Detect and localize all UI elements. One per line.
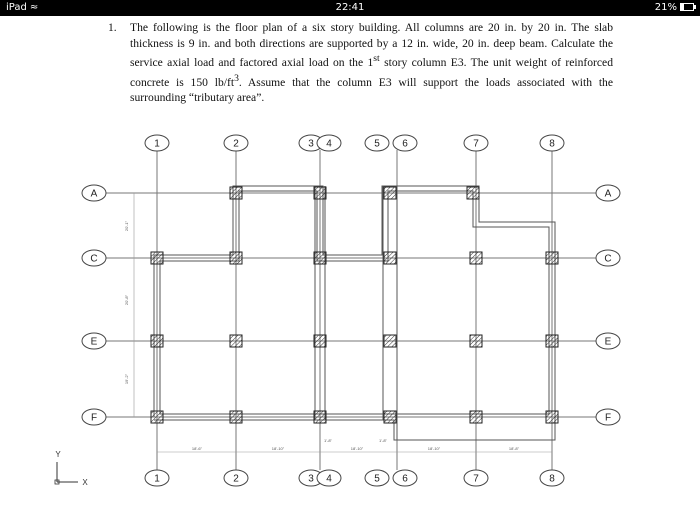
device-name: iPad <box>6 2 27 13</box>
column-10 <box>151 335 163 347</box>
column-12 <box>314 335 326 347</box>
grid-label-2-top: 2 <box>233 138 239 150</box>
grid-label-a-left: A <box>90 188 98 200</box>
dimension-bottom-0: 18'-6" <box>191 446 203 451</box>
column-20 <box>470 411 482 423</box>
column-5 <box>230 252 242 264</box>
dimension-narrow-0: 1'-8" <box>324 438 332 443</box>
problem-text-3: . Assume that the column E3 will support the loads associated with the surrounding “tributary area”. <box>130 75 613 105</box>
axis-y-label: Y <box>55 450 61 459</box>
problem-text-2: story column E3. The unit weight of reinforced concrete is 150 lb/ft <box>130 56 614 89</box>
problem-text-1: The following is the floor plan of a six story building. All columns are 20 in. by 20 in. The slab thickness is 9 in. and both directions are supported by a 12 in. wide, 20 in. deep beam. Calculate the service axial load and factored axial load on the 1 <box>130 21 613 70</box>
column-17 <box>230 411 242 423</box>
column-18 <box>314 411 326 423</box>
problem-sup-2: 3 <box>234 72 239 84</box>
column-21 <box>546 411 558 423</box>
dimension-bottom-2: 18'-10" <box>350 446 364 451</box>
column-7 <box>384 252 396 264</box>
grid-label-6-top: 6 <box>402 138 408 150</box>
column-4 <box>151 252 163 264</box>
grid-label-1-bottom: 1 <box>154 473 160 485</box>
grid-label-6-bottom: 6 <box>402 473 408 485</box>
grid-label-a-right: A <box>604 188 612 200</box>
grid-label-8-top: 8 <box>549 138 555 150</box>
column-15 <box>546 335 558 347</box>
grid-label-c-right: C <box>604 253 612 265</box>
wifi-icon: ≈ <box>29 2 39 13</box>
column-6 <box>314 252 326 264</box>
column-14 <box>470 335 482 347</box>
grid-label-7-top: 7 <box>473 138 479 150</box>
grid-label-e-left: E <box>90 336 98 348</box>
problem-sup-1: st <box>373 53 380 65</box>
column-13 <box>384 335 396 347</box>
grid-label-c-left: C <box>90 253 98 265</box>
status-time: 22:41 <box>335 2 365 13</box>
dimension-bottom-1: 18'-10" <box>271 446 285 451</box>
dimension-left-0: 20'-1" <box>124 220 129 232</box>
grid-label-e-right: E <box>604 336 612 348</box>
column-1 <box>314 187 326 199</box>
battery-percent: 21% <box>654 2 677 13</box>
column-3 <box>467 187 479 199</box>
grid-label-4-bottom: 4 <box>326 473 332 485</box>
grid-label-5-top: 5 <box>374 138 380 150</box>
dimension-narrow-1: 1'-8" <box>379 438 387 443</box>
dimension-bottom-3: 18'-10" <box>427 446 441 451</box>
dimension-left-1: 20'-8" <box>124 294 129 306</box>
column-0 <box>230 187 242 199</box>
grid-label-f-right: F <box>604 412 612 424</box>
grid-label-3-top: 3 <box>308 138 314 150</box>
column-2 <box>384 187 396 199</box>
building-outline-outer <box>154 186 555 440</box>
grid-label-3-bottom: 3 <box>308 473 314 485</box>
dimension-left-2: 19'-2" <box>124 373 129 385</box>
grid-label-2-bottom: 2 <box>233 473 239 485</box>
grid-label-1-top: 1 <box>154 138 160 150</box>
axis-x-label: X <box>82 478 88 487</box>
building-outline-inner <box>160 191 549 414</box>
dimension-bottom-4: 18'-8" <box>508 446 520 451</box>
problem-number: 1. <box>108 21 117 34</box>
column-19 <box>384 411 396 423</box>
column-11 <box>230 335 242 347</box>
grid-label-4-top: 4 <box>326 138 332 150</box>
column-8 <box>470 252 482 264</box>
column-9 <box>546 252 558 264</box>
grid-label-8-bottom: 8 <box>549 473 555 485</box>
grid-label-5-bottom: 5 <box>374 473 380 485</box>
grid-label-7-bottom: 7 <box>473 473 479 485</box>
grid-label-f-left: F <box>90 412 98 424</box>
column-16 <box>151 411 163 423</box>
